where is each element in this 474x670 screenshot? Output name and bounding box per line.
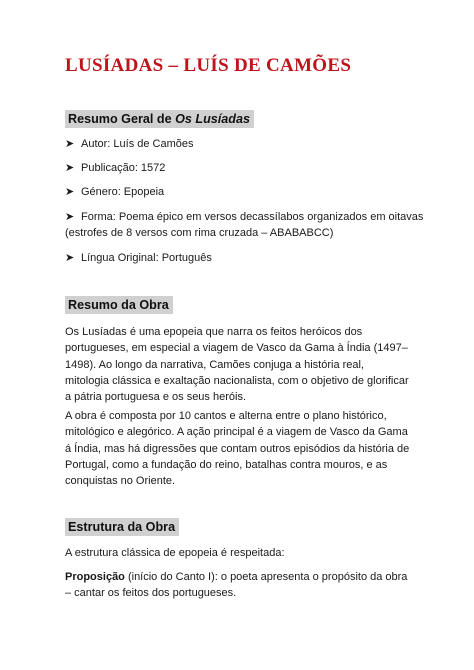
paragraph-resumo-1: Os Lusíadas é uma epopeia que narra os feitos heróicos dos portugueses, em especial a viagem de Vasco da Gama à Índia (1497–1498). Ao longo da narrativa, Camões conjuga a história real, mitologia clássica e exaltação nacionalista, com o objetivo de glorificar a pátria portuguesa e os seus heróis. — [65, 326, 409, 404]
arrow-icon: ➤ — [65, 162, 75, 174]
bullet-autor — [65, 136, 425, 152]
bullet-text: Género: Epopeia — [81, 186, 165, 198]
heading-italic-text: Os Lusíadas — [175, 112, 250, 126]
heading-text: Resumo Geral de — [68, 112, 176, 126]
bullet-lingua — [65, 250, 425, 266]
bullet-text: Publicação: 1572 — [81, 162, 166, 174]
term-proposicao: Proposição — [65, 571, 125, 583]
section-heading-resumo-obra: Resumo da Obra — [65, 296, 173, 314]
proposicao-text: (início do Canto I): o poeta apresenta o propósito da obra – cantar os feitos dos portugueses. — [65, 571, 408, 600]
section-heading-estrutura: Estrutura da Obra — [65, 518, 179, 536]
bullet-forma — [65, 209, 425, 241]
bullet-text: Língua Original: Português — [81, 252, 212, 264]
bullet-text: Forma: Poema épico em versos decassílabos organizados em oitavas (estrofes de 8 versos com rima cruzada – ABABABCC) — [65, 211, 424, 239]
paragraph-resumo-2: A obra é composta por 10 cantos e alterna entre o plano histórico, mitológico e alegórico. A ação principal é a viagem de Vasco da Gama á Índia, mas há digressões que contam outros episódios da história de Portugal, como a fundação do reino, batalhas contra mouros, e as conquistas no Oriente. — [65, 410, 410, 488]
paragraph-estrutura-intro: A estrutura clássica de epopeia é respeitada: — [65, 547, 285, 559]
bullet-text: Autor: Luís de Camões — [81, 138, 194, 150]
arrow-icon: ➤ — [65, 186, 75, 198]
arrow-icon: ➤ — [65, 252, 75, 264]
arrow-icon: ➤ — [65, 138, 75, 150]
bullet-publicacao — [65, 160, 425, 176]
document-title: LUSÍADAS – LUÍS DE CAMÕES — [65, 55, 352, 76]
paragraph-proposicao — [65, 569, 411, 602]
section-heading-resumo-geral — [65, 110, 254, 128]
bullet-genero — [65, 184, 425, 200]
arrow-icon: ➤ — [65, 211, 75, 223]
